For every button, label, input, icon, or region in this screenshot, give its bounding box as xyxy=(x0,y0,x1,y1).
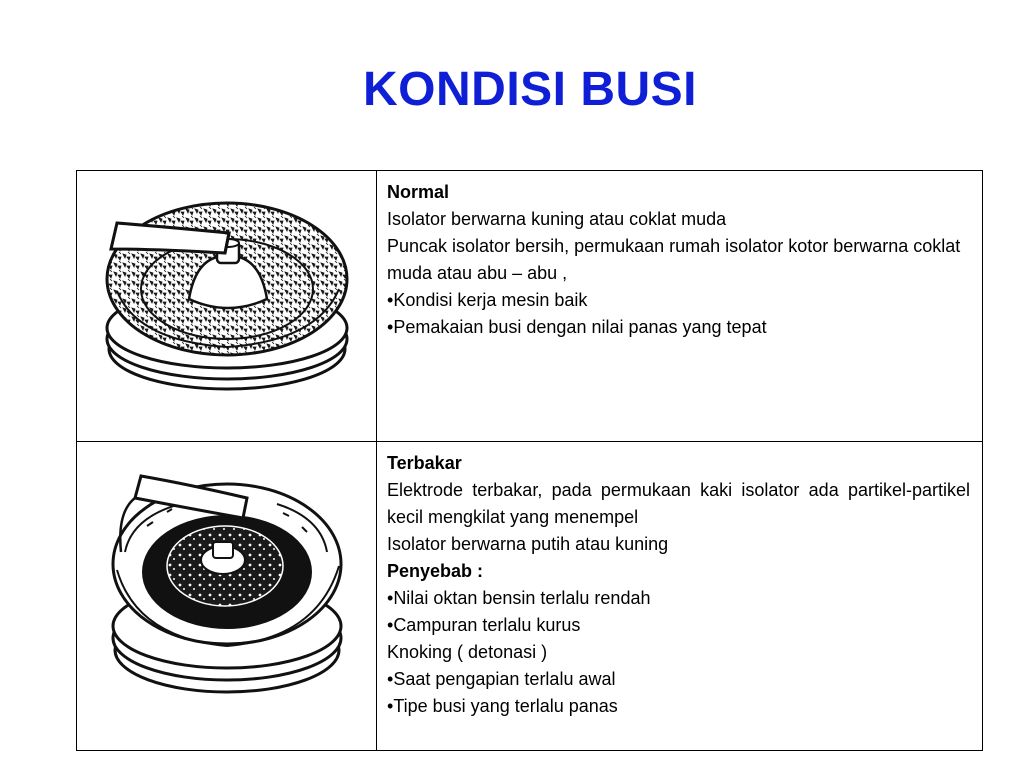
bullet-item: • Kondisi kerja mesin baik xyxy=(387,287,970,314)
spark-plug-normal-drawing xyxy=(77,171,376,427)
cause-heading: Penyebab : xyxy=(387,561,484,581)
bullet-item: • Saat pengapian terlalu awal xyxy=(387,666,970,693)
description-line: Elektrode terbakar, pada permukaan kaki isolator ada partikel-partikel kecil mengkilat yang menempel xyxy=(387,480,970,527)
spark-plug-condition-table xyxy=(76,170,983,751)
knocking-label: Knoking ( detonasi ) xyxy=(387,642,548,662)
text-cell-burnt xyxy=(377,442,983,751)
description-line: Isolator berwarna putih atau kuning xyxy=(387,534,669,554)
bullet-item: • Pemakaian busi dengan nilai panas yang tepat xyxy=(387,314,970,341)
description-line: Isolator berwarna kuning atau coklat muda xyxy=(387,209,727,229)
page-title: KONDISI BUSI xyxy=(362,63,698,116)
image-cell-normal xyxy=(77,171,377,442)
condition-heading: Normal xyxy=(387,182,450,202)
image-cell-burnt xyxy=(77,442,377,751)
description-line: Puncak isolator bersih, permukaan rumah isolator kotor berwarna coklat muda atau abu – abu , xyxy=(387,236,961,283)
spark-plug-burnt-drawing xyxy=(77,442,376,736)
bullet-item: • Nilai oktan bensin terlalu rendah xyxy=(387,585,970,612)
bullet-item: • Campuran terlalu kurus xyxy=(387,612,970,639)
bullet-item: • Tipe busi yang terlalu panas xyxy=(387,693,970,720)
condition-heading: Terbakar xyxy=(387,453,462,473)
text-cell-normal xyxy=(377,171,983,442)
table-row-normal xyxy=(77,171,983,442)
table-row-burnt xyxy=(77,442,983,751)
